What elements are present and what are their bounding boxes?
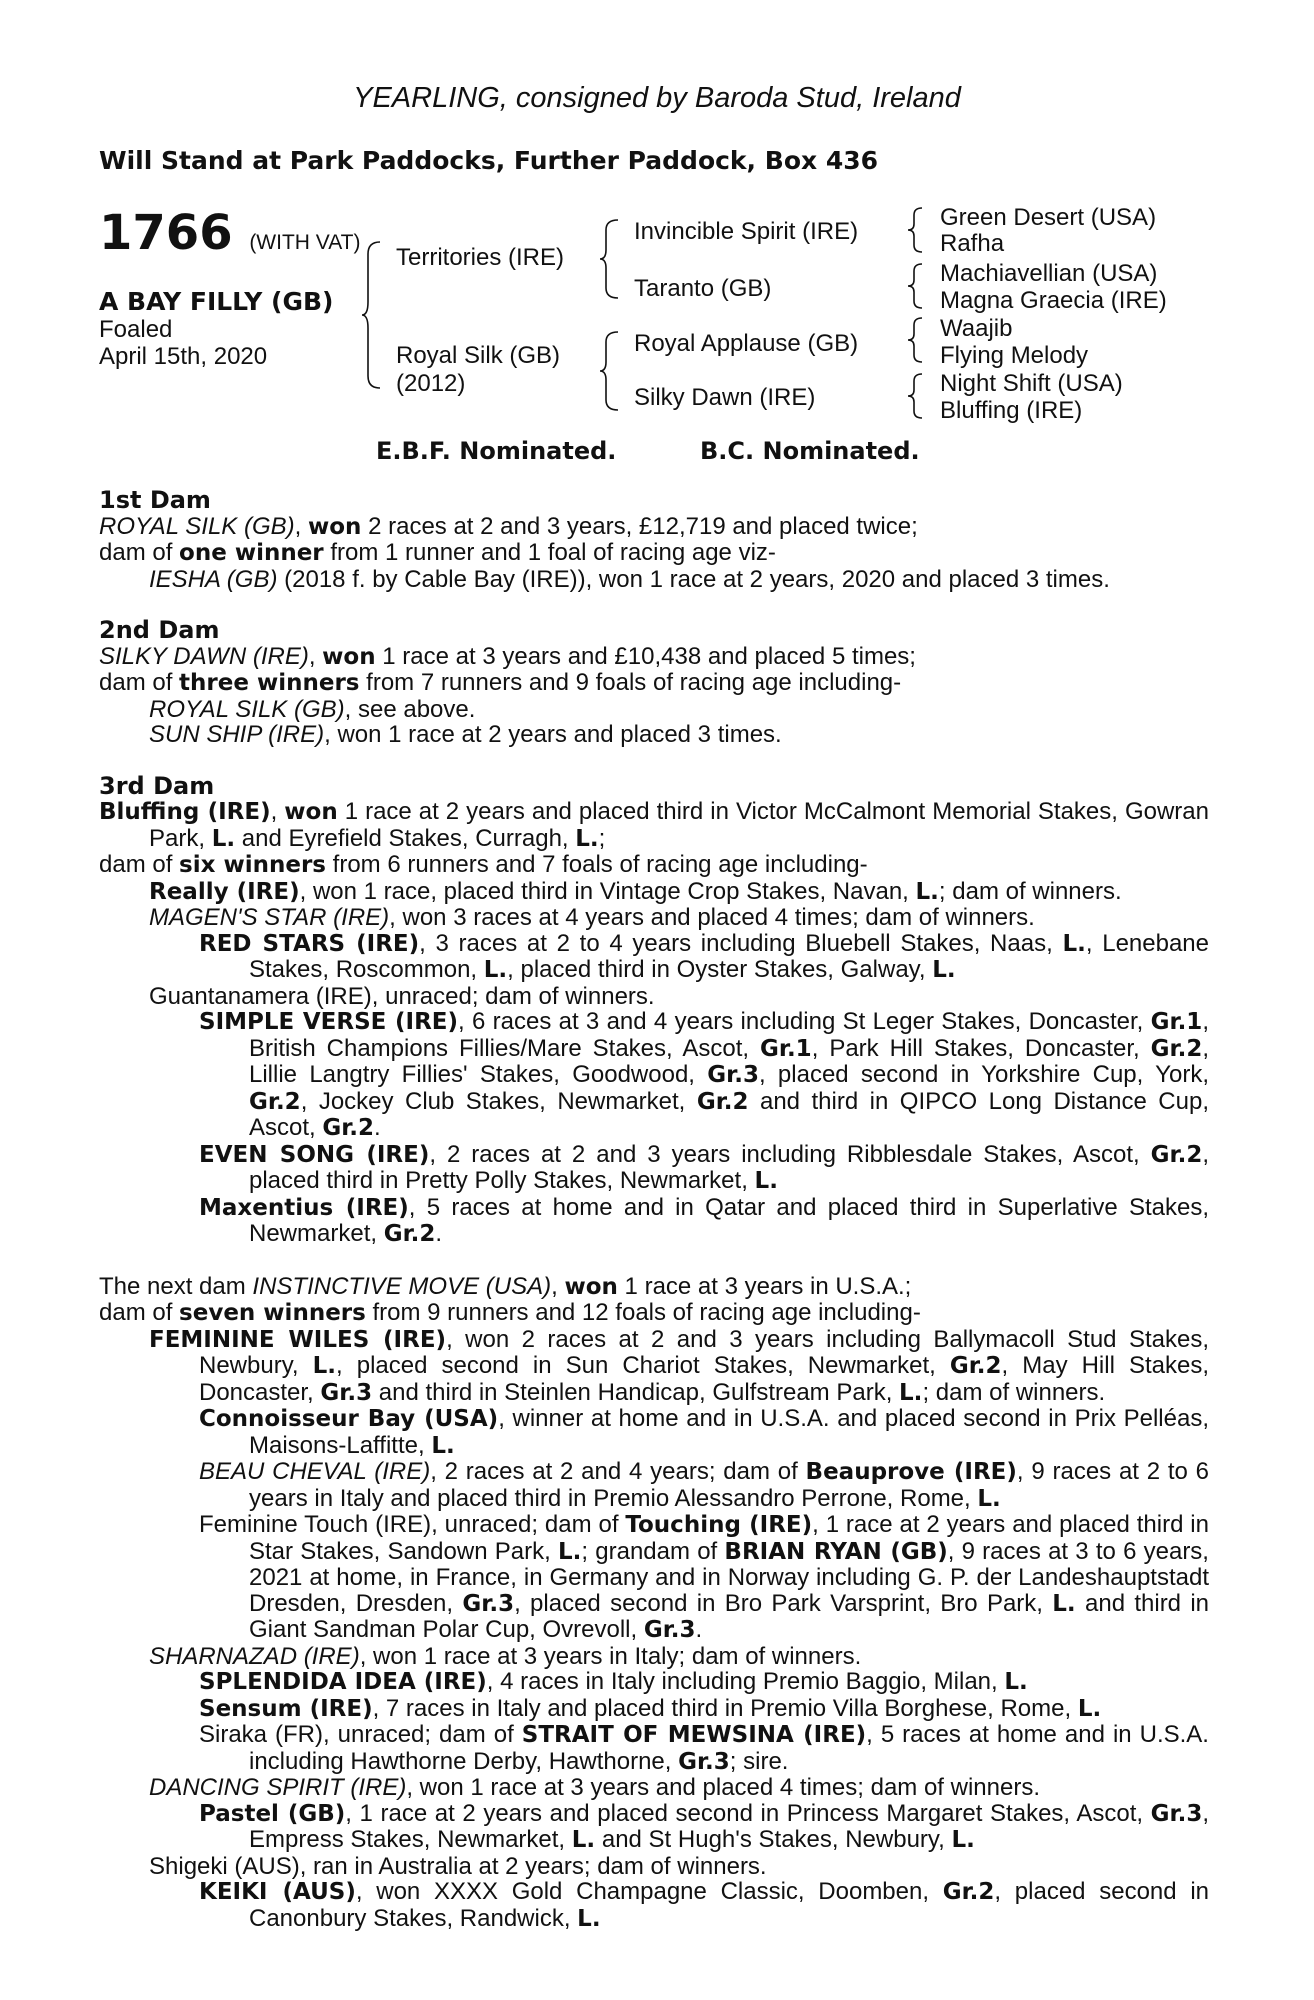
bold-text: L. xyxy=(483,957,508,983)
text: , 1 race at 2 years and placed second in Princess Margaret Stakes, Ascot, xyxy=(345,1799,1151,1827)
pedigree-line xyxy=(99,931,1209,984)
text: dam of xyxy=(99,669,180,696)
ped-dd: Silky Dawn (IRE) xyxy=(634,384,816,411)
text: and third in Steinlen Handicap, Gulfstream Park, xyxy=(372,1378,900,1406)
bc-nomination: B.C. Nominated. xyxy=(700,437,920,465)
bold-text: won xyxy=(307,513,362,540)
brace-dam xyxy=(598,330,622,412)
bold-text: Bluffing (IRE) xyxy=(99,799,271,825)
text: , xyxy=(294,512,308,540)
bold-text: L. xyxy=(575,825,599,852)
bold-text: SPLENDIDA IDEA (IRE) xyxy=(199,1669,487,1695)
brace-sire xyxy=(598,218,622,300)
bold-text: won xyxy=(284,799,338,825)
bold-text: L. xyxy=(1052,1590,1076,1617)
ped-dsd: Flying Melody xyxy=(940,342,1089,369)
brace-ds xyxy=(906,316,926,364)
pedigree-notes xyxy=(99,488,1209,1932)
text: , British Champions Fillies/Mare Stakes, Ascot, xyxy=(249,1008,1209,1062)
text: , May Hill Stakes, Doncaster, xyxy=(199,1352,1209,1406)
pedigree-line xyxy=(99,567,1209,593)
pedigree-line xyxy=(99,1406,1209,1459)
bold-text: L. xyxy=(577,1905,601,1932)
pedigree-line xyxy=(99,1300,1209,1327)
ped-sss: Green Desert (USA) xyxy=(940,204,1157,231)
text: 1 race at 3 years in U.S.A.; xyxy=(617,1272,912,1300)
pedigree-line xyxy=(99,1459,1209,1512)
pedigree-line xyxy=(99,1696,1209,1723)
text: and Eyrefield Stakes, Curragh, xyxy=(235,824,576,852)
bold-text: Connoisseur Bay (USA) xyxy=(199,1406,499,1432)
bold-text: won xyxy=(322,643,376,670)
bold-text: won xyxy=(564,1273,618,1300)
dam-section xyxy=(99,488,1209,592)
text: . xyxy=(695,1616,703,1643)
pedigree-line xyxy=(99,540,1209,567)
bold-text: Gr.3 xyxy=(678,1748,730,1775)
bold-text: Gr.3 xyxy=(1150,1800,1203,1827)
ped-dss: Waajib xyxy=(940,315,1013,342)
text: dam of xyxy=(99,539,180,566)
bold-text: L. xyxy=(915,878,939,905)
pedigree-line xyxy=(99,1775,1209,1801)
brace-dd xyxy=(906,372,926,420)
pedigree-line xyxy=(99,852,1209,879)
text: , xyxy=(551,1272,565,1300)
text: , won 1 race, placed third in Vintage Crop Stakes, Navan, xyxy=(299,877,916,905)
pedigree-line xyxy=(99,1195,1209,1248)
lot-number-value: 1766 xyxy=(99,205,233,261)
bold-text: Gr.3 xyxy=(643,1617,696,1643)
text: , placed second in Sun Chariot Stakes, Newmarket, xyxy=(336,1352,950,1379)
ped-sire: Territories (IRE) xyxy=(396,244,565,271)
bold-text: Gr.2 xyxy=(942,1879,995,1905)
bold-text: Gr.3 xyxy=(707,1062,759,1088)
bold-text: Gr.2 xyxy=(696,1088,749,1115)
italic-text: SUN SHIP (IRE) xyxy=(149,721,325,748)
bold-text: L. xyxy=(1062,930,1086,957)
ped-ddd: Bluffing (IRE) xyxy=(940,397,1083,424)
bold-text: Sensum (IRE) xyxy=(199,1695,373,1722)
italic-text: SILKY DAWN (IRE) xyxy=(99,642,309,670)
italic-text: INSTINCTIVE MOVE (USA) xyxy=(252,1272,552,1300)
ped-dam: Royal Silk (GB) xyxy=(396,342,561,369)
pedigree-line xyxy=(99,514,1209,541)
pedigree-line xyxy=(99,1274,1209,1301)
section-title: 3rd Dam xyxy=(99,771,215,800)
vat-note: (WITH VAT) xyxy=(249,231,361,254)
bold-text: Gr.1 xyxy=(1150,1009,1203,1035)
bold-text: Gr.2 xyxy=(1150,1141,1203,1168)
text: , won 2 races at 2 and 3 years including Ballymacoll Stud Stakes, Newbury, xyxy=(199,1325,1210,1379)
text: ; dam of winners. xyxy=(938,877,1122,905)
pedigree-line xyxy=(99,1009,1209,1142)
text: , placed second in Yorkshire Cup, York, xyxy=(758,1061,1209,1088)
text: , xyxy=(308,642,323,670)
bold-text: Gr.1 xyxy=(760,1035,812,1062)
bold-text: Maxentius (IRE) xyxy=(199,1194,409,1221)
bold-text: Gr.2 xyxy=(1150,1035,1203,1062)
bold-text: L. xyxy=(1077,1695,1102,1722)
bold-text: Gr.3 xyxy=(462,1590,515,1617)
text: , Lillie Langtry Fillies' Stakes, Goodwood, xyxy=(249,1034,1209,1088)
ped-sds: Machiavellian (USA) xyxy=(940,260,1158,287)
pedigree-line xyxy=(99,697,1209,723)
text: from 6 runners and 7 foals of racing age including- xyxy=(325,851,868,878)
bold-text: L. xyxy=(312,1353,337,1379)
bold-text: L. xyxy=(571,1827,596,1853)
bold-text: Pastel (GB) xyxy=(199,1800,346,1827)
pedigree-line xyxy=(99,1327,1209,1407)
text: , 5 races at home and in U.S.A. including Hawthorne Derby, Hawthorne, xyxy=(249,1721,1209,1775)
bold-text: L. xyxy=(1004,1669,1028,1695)
pedigree-line xyxy=(99,670,1209,697)
text: , placed third in Pretty Polly Stakes, Newmarket, xyxy=(249,1140,1210,1194)
foaled-info xyxy=(99,316,267,370)
text: , Lenebane Stakes, Roscommon, xyxy=(249,929,1210,983)
brace-main xyxy=(360,240,384,390)
text: 2 races at 2 and 3 years, £12,719 and placed twice; xyxy=(361,512,918,540)
text: , xyxy=(270,798,285,825)
bold-text: L. xyxy=(951,1827,975,1853)
text: , Empress Stakes, Newmarket, xyxy=(249,1799,1209,1853)
text: from 7 runners and 9 foals of racing age including- xyxy=(359,669,902,696)
italic-text: DANCING SPIRIT (IRE) xyxy=(149,1774,407,1801)
section-title: 1st Dam xyxy=(99,486,211,514)
bold-text: STRAIT OF MEWSINA (IRE) xyxy=(521,1722,867,1748)
foaled-date: April 15th, 2020 xyxy=(99,343,268,370)
text: The next dam xyxy=(99,1272,253,1300)
bold-text: SIMPLE VERSE (IRE) xyxy=(199,1009,459,1035)
text: ; sire. xyxy=(729,1747,789,1775)
pedigree-line xyxy=(99,1854,1209,1880)
ped-dds: Night Shift (USA) xyxy=(940,370,1123,397)
text: , 2 races at 2 and 3 years including Ribblesdale Stakes, Ascot, xyxy=(429,1140,1151,1168)
text: ; grandam of xyxy=(581,1537,725,1565)
bold-text: Beauprove (IRE) xyxy=(805,1459,1017,1485)
text: , 9 races at 2 to 6 years in Italy and placed third in Premio Alessandro Perrone, Rome, xyxy=(249,1458,1210,1512)
bold-text: Gr.2 xyxy=(383,1221,436,1247)
brace-sd xyxy=(906,262,926,310)
text: , 2 races at 2 and 4 years; dam of xyxy=(430,1458,806,1485)
text: , see above. xyxy=(344,695,476,723)
bold-text: Touching (IRE) xyxy=(625,1512,813,1538)
ebf-nomination: E.B.F. Nominated. xyxy=(376,437,617,465)
foaled-label: Foaled xyxy=(99,316,173,343)
text: , Jockey Club Stakes, Newmarket, xyxy=(300,1087,697,1115)
bold-text: L. xyxy=(899,1379,923,1406)
text: , placed second in Bro Park Varsprint, Bro Park, xyxy=(514,1589,1053,1617)
text: dam of xyxy=(99,851,180,878)
text: and St Hugh's Stakes, Newbury, xyxy=(595,1826,952,1853)
text: , 3 races at 2 to 4 years including Bluebell Stakes, Naas, xyxy=(419,929,1063,957)
text: ; dam of winners. xyxy=(922,1378,1106,1406)
text: , winner at home and in U.S.A. and placed second in Prix Pelléas, Maisons-Laffitte, xyxy=(249,1405,1209,1459)
text: , 1 race at 2 years and placed third in Star Stakes, Sandown Park, xyxy=(249,1511,1209,1565)
text: , won 3 races at 4 years and placed 4 times; dam of winners. xyxy=(389,904,1035,931)
bold-text: Gr.3 xyxy=(320,1379,373,1406)
bold-text: RED STARS (IRE) xyxy=(199,930,420,957)
pedigree-line xyxy=(99,1644,1209,1670)
ped-dam-year: (2012) xyxy=(396,370,466,397)
ped-ssd: Rafha xyxy=(940,230,1005,257)
bold-text: L. xyxy=(932,957,956,983)
bold-text: Gr.2 xyxy=(322,1115,375,1141)
text: , placed second in Canonbury Stakes, Randwick, xyxy=(249,1878,1209,1932)
page-title: YEARLING, consigned by Baroda Stud, Ireland xyxy=(353,82,961,114)
bold-text: Gr.2 xyxy=(949,1353,1002,1379)
bold-text: one winner xyxy=(179,540,324,566)
bold-text: BRIAN RYAN (GB) xyxy=(724,1538,948,1565)
bold-text: Gr.2 xyxy=(249,1088,301,1115)
bold-text: Really (IRE) xyxy=(149,878,300,905)
bold-text: L. xyxy=(977,1485,1001,1512)
ped-sd: Taranto (GB) xyxy=(634,275,772,302)
text: 1 race at 3 years and £10,438 and placed 5 times; xyxy=(375,642,916,670)
text: and third in Giant Sandman Polar Cup, Ovrevoll, xyxy=(249,1589,1210,1643)
pedigree-line xyxy=(99,1801,1209,1854)
text: . xyxy=(374,1114,381,1141)
pedigree-line xyxy=(99,644,1209,671)
dam-section xyxy=(99,1274,1209,1933)
dam-section xyxy=(99,771,1210,1248)
text: , won 1 race at 3 years and placed 4 times; dam of winners. xyxy=(406,1774,1040,1801)
dam-section xyxy=(99,618,1209,748)
pedigree-line xyxy=(99,1669,1209,1696)
italic-text: MAGEN'S STAR (IRE) xyxy=(149,904,390,931)
text: , 6 races at 3 and 4 years including St Leger Stakes, Doncaster, xyxy=(458,1008,1151,1035)
text: , 4 races in Italy including Premio Baggio, Milan, xyxy=(486,1668,1005,1695)
ped-ss: Invincible Spirit (IRE) xyxy=(634,218,859,245)
text: . xyxy=(435,1220,443,1247)
bold-text: EVEN SONG (IRE) xyxy=(199,1141,430,1168)
text: and third in QIPCO Long Distance Cup, Ascot, xyxy=(249,1087,1210,1141)
text: from 1 runner and 1 foal of racing age viz- xyxy=(323,539,776,566)
pedigree-line xyxy=(99,984,1209,1010)
text: , won 1 race at 3 years in Italy; dam of winners. xyxy=(359,1642,862,1670)
pedigree-line xyxy=(99,1879,1209,1932)
text: dam of xyxy=(99,1299,180,1326)
text: , won 1 race at 2 years and placed 3 times. xyxy=(324,721,782,748)
bold-text: six winners xyxy=(179,852,326,878)
horse-name: A BAY FILLY (GB) xyxy=(99,287,334,316)
pedigree-line xyxy=(99,722,1209,748)
italic-text: ROYAL SILK (GB) xyxy=(99,512,295,540)
section-title: 2nd Dam xyxy=(99,616,220,644)
bold-text: seven winners xyxy=(179,1300,366,1326)
text: , won XXXX Gold Champagne Classic, Doomben, xyxy=(355,1878,943,1905)
text: (2018 f. by Cable Bay (IRE)), won 1 race at 2 years, 2020 and placed 3 times. xyxy=(277,565,1110,593)
bold-text: L. xyxy=(557,1538,582,1565)
italic-text: SHARNAZAD (IRE) xyxy=(149,1642,360,1670)
text: Siraka (FR), unraced; dam of xyxy=(199,1721,522,1748)
pedigree-line xyxy=(99,905,1209,931)
italic-text: BEAU CHEVAL (IRE) xyxy=(199,1458,431,1485)
text: , 7 races in Italy and placed third in Premio Villa Borghese, Rome, xyxy=(372,1694,1078,1722)
bold-text: KEIKI (AUS) xyxy=(199,1879,356,1905)
italic-text: IESHA (GB) xyxy=(149,565,278,593)
bold-text: L. xyxy=(754,1168,778,1194)
text: Guantanamera (IRE), unraced; dam of winners. xyxy=(149,982,655,1010)
text: 1 race at 2 years and placed third in Victor McCalmont Memorial Stakes, Gowran Park, xyxy=(149,798,1209,852)
stand-location: Will Stand at Park Paddocks, Further Paddock, Box 436 xyxy=(99,146,879,175)
text: , Park Hill Stakes, Doncaster, xyxy=(811,1034,1151,1062)
ped-sdd: Magna Graecia (IRE) xyxy=(940,287,1167,314)
text: from 9 runners and 12 foals of racing age including- xyxy=(365,1299,921,1326)
pedigree-line xyxy=(99,1142,1209,1195)
bold-text: L. xyxy=(431,1432,455,1459)
text: , 9 races at 3 to 6 years, 2021 at home, in France, in Germany and in Norway including G. P. der Landeshauptstadt Dresden, Dresden, xyxy=(249,1537,1209,1617)
text: , 5 races at home and in Qatar and placed third in Superlative Stakes, Newmarket, xyxy=(249,1193,1209,1247)
italic-text: ROYAL SILK (GB) xyxy=(149,695,345,723)
text: Shigeki (AUS), ran in Australia at 2 years; dam of winners. xyxy=(149,1852,767,1880)
pedigree-line xyxy=(99,799,1209,852)
pedigree-line xyxy=(99,879,1209,906)
text: Feminine Touch (IRE), unraced; dam of xyxy=(199,1511,626,1538)
bold-text: three winners xyxy=(179,670,360,696)
bold-text: L. xyxy=(211,825,236,852)
pedigree-line xyxy=(99,1512,1209,1644)
ped-ds: Royal Applause (GB) xyxy=(634,330,859,357)
brace-ss xyxy=(906,206,926,254)
lot-number xyxy=(99,205,361,261)
text: , placed third in Oyster Stakes, Galway, xyxy=(507,956,933,983)
bold-text: FEMININE WILES (IRE) xyxy=(149,1326,447,1353)
text: ; xyxy=(598,824,606,852)
pedigree-line xyxy=(99,1722,1209,1775)
